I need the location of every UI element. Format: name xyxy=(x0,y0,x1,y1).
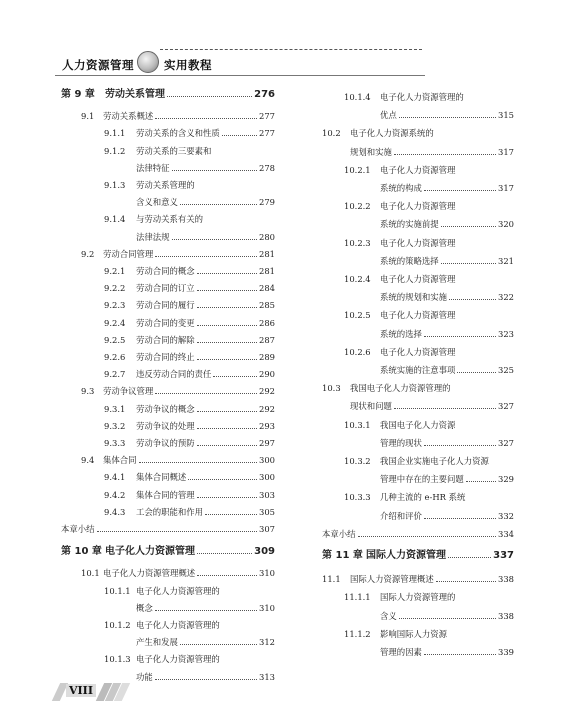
toc-entry-number: 9.3.2 xyxy=(104,420,126,431)
toc-subsection-entry xyxy=(344,238,514,249)
toc-entry-title: 工会的职能和作用 xyxy=(136,506,203,517)
toc-dot-leader xyxy=(197,428,257,429)
toc-section-entry xyxy=(322,147,514,158)
toc-dot-leader xyxy=(213,376,257,377)
toc-entry-title: 电子化人力资源管理 xyxy=(380,346,456,357)
toc-entry-title: 几种主流的 e-HR 系统 xyxy=(380,492,466,503)
toc-subsection-entry xyxy=(344,365,514,376)
toc-section-entry xyxy=(81,111,275,122)
toc-entry-page: 329 xyxy=(498,474,514,485)
toc-dot-leader xyxy=(197,575,257,576)
toc-entry-title: 管理的现状 xyxy=(380,437,422,448)
toc-entry-page: 277 xyxy=(259,111,275,122)
page-header xyxy=(0,0,573,90)
toc-entry-title: 影响国际人力资源 xyxy=(380,628,447,639)
toc-subsection-entry xyxy=(104,507,275,518)
toc-subsection-entry xyxy=(344,329,514,340)
toc-entry-page: 327 xyxy=(498,437,514,448)
toc-dot-leader xyxy=(436,581,496,582)
toc-subsection-entry xyxy=(104,318,275,329)
header-dashed-rule xyxy=(160,49,422,50)
toc-subsection-entry xyxy=(104,586,275,597)
toc-entry-number: 10.3.1 xyxy=(344,419,371,430)
toc-entry-title: 电子化人力资源管理 xyxy=(380,237,456,248)
toc-dot-leader xyxy=(424,654,496,655)
toc-entry-title: 系统的选择 xyxy=(380,328,422,339)
toc-entry-number: 9.1.4 xyxy=(104,214,126,225)
toc-entry-number: 9.2.4 xyxy=(104,317,126,328)
toc-dot-leader xyxy=(399,618,496,619)
toc-subsection-entry xyxy=(344,92,514,103)
toc-entry-title: 劳动合同的履行 xyxy=(136,300,195,311)
toc-entry-page: 309 xyxy=(254,546,275,558)
toc-entry-number: 10.2.3 xyxy=(344,237,371,248)
toc-entry-number: 9.2 xyxy=(81,248,95,259)
toc-subsection-entry xyxy=(104,369,275,380)
toc-subsection-entry xyxy=(344,611,514,622)
toc-entry-page: 305 xyxy=(259,506,275,517)
toc-entry-number: 9.3.1 xyxy=(104,403,126,414)
toc-entry-page: 303 xyxy=(259,489,275,500)
toc-entry-number: 9.3.3 xyxy=(104,438,126,448)
toc-chapter-entry xyxy=(61,89,275,100)
toc-entry-title: 劳动争议的处理 xyxy=(136,420,195,431)
toc-chapter-entry xyxy=(61,546,275,557)
toc-dot-leader xyxy=(172,239,258,240)
toc-subsection-entry xyxy=(104,438,275,449)
toc-entry-page: 310 xyxy=(259,568,275,579)
toc-entry-title: 劳动合同的终止 xyxy=(136,352,195,362)
toc-dot-leader xyxy=(394,408,496,409)
toc-subsection-entry xyxy=(104,197,275,208)
toc-entry-title: 优点 xyxy=(380,110,397,121)
toc-entry-page: 338 xyxy=(498,610,514,621)
toc-entry-page: 317 xyxy=(498,146,514,157)
toc-dot-leader xyxy=(197,273,257,274)
toc-dot-leader xyxy=(180,204,257,205)
toc-entry-number: 9.1.1 xyxy=(104,128,126,139)
toc-entry-page: 286 xyxy=(259,317,275,328)
toc-entry-page: 280 xyxy=(259,231,275,242)
toc-dot-leader xyxy=(180,644,257,645)
toc-subsection-entry xyxy=(344,420,514,431)
toc-entry-number: 第 9 章 xyxy=(61,89,95,100)
toc-entry-title: 国际人力资源管理 xyxy=(366,550,446,561)
toc-entry-title: 电子化人力资源管理 xyxy=(380,201,456,212)
toc-entry-title: 管理中存在的主要问题 xyxy=(380,474,464,485)
toc-dot-leader xyxy=(222,135,257,136)
toc-entry-number: 第 11 章 xyxy=(322,550,363,561)
toc-subsection-entry xyxy=(104,146,275,157)
toc-entry-title: 国际人力资源管理的 xyxy=(380,592,456,603)
toc-entry-title: 电子化人力资源管理概述 xyxy=(103,568,196,579)
toc-entry-page: 321 xyxy=(498,255,514,266)
toc-dot-leader xyxy=(424,336,496,337)
toc-entry-number: 10.2.6 xyxy=(344,346,371,357)
toc-entry-title: 含义和意义 xyxy=(136,197,178,208)
toc-subsection-entry xyxy=(104,637,275,648)
toc-subsection-entry xyxy=(104,300,275,311)
toc-dot-leader xyxy=(197,325,257,326)
toc-dot-leader xyxy=(197,497,257,498)
toc-subsection-entry xyxy=(104,128,275,139)
toc-entry-number: 10.2.2 xyxy=(344,201,371,212)
toc-entry-title: 本章小结 xyxy=(322,528,356,539)
toc-entry-number: 9.3 xyxy=(81,386,95,397)
toc-section-entry xyxy=(81,249,275,260)
toc-entry-page: 310 xyxy=(259,602,275,613)
toc-entry-number: 9.2.2 xyxy=(104,283,126,294)
toc-dot-leader xyxy=(449,299,496,300)
toc-dot-leader xyxy=(155,393,257,394)
toc-entry-number: 11.1 xyxy=(322,574,341,585)
toc-entry-page: 293 xyxy=(259,420,275,431)
toc-subsection-entry xyxy=(104,620,275,631)
toc-entry-title: 集体合同概述 xyxy=(136,472,187,483)
header-rule xyxy=(55,75,425,76)
toc-subsection-entry xyxy=(344,492,514,503)
toc-entry-number: 10.1.1 xyxy=(104,585,131,596)
toc-entry-title: 法律特征 xyxy=(136,162,170,173)
toc-subsection-entry xyxy=(344,347,514,358)
toc-subsection-entry xyxy=(104,672,275,683)
toc-section-entry xyxy=(81,386,275,397)
toc-entry-page: 338 xyxy=(498,574,514,585)
toc-dot-leader xyxy=(457,372,496,373)
toc-dot-leader xyxy=(424,190,496,191)
toc-entry-page: 332 xyxy=(498,510,514,521)
toc-entry-title: 劳动合同的变更 xyxy=(136,317,195,328)
toc-entry-title: 我国电子化人力资源管理的 xyxy=(350,383,451,394)
toc-entry-page: 297 xyxy=(259,438,275,448)
toc-subsection-entry xyxy=(104,603,275,614)
toc-entry-title: 电子化人力资源管理 xyxy=(380,164,456,175)
toc-entry-number: 10.2.1 xyxy=(344,164,371,175)
toc-dot-leader xyxy=(197,342,257,343)
toc-dot-leader xyxy=(441,263,496,264)
toc-entry-number: 9.1.2 xyxy=(104,145,126,156)
toc-entry-title: 现状和问题 xyxy=(350,401,392,412)
toc-entry-page: 278 xyxy=(259,162,275,173)
toc-entry-page: 277 xyxy=(259,128,275,139)
toc-dot-leader xyxy=(466,481,496,482)
toc-entry-number: 10.1.2 xyxy=(104,620,131,630)
toc-entry-title: 我国企业实施电子化人力资源 xyxy=(380,456,489,466)
toc-chapter-entry xyxy=(322,550,514,561)
toc-subsection-entry xyxy=(104,472,275,483)
toc-entry-title: 劳动合同的解除 xyxy=(136,334,195,345)
toc-entry-title: 劳动关系的三要素和 xyxy=(136,145,212,156)
toc-dot-leader xyxy=(197,359,257,360)
toc-subsection-entry xyxy=(344,592,514,603)
toc-subsection-entry xyxy=(344,201,514,212)
toc-entry-page: 307 xyxy=(259,524,275,534)
toc-entry-title: 违反劳动合同的责任 xyxy=(136,369,212,380)
toc-entry-page: 276 xyxy=(254,89,275,100)
toc-subsection-entry xyxy=(344,629,514,640)
toc-entry-number: 10.2 xyxy=(322,128,341,139)
toc-entry-title: 系统的规划和实施 xyxy=(380,292,447,303)
toc-entry-title: 产生和发展 xyxy=(136,637,178,648)
toc-entry-number: 10.1.4 xyxy=(344,92,371,102)
toc-subsection-entry xyxy=(104,180,275,191)
toc-entry-title: 电子化人力资源管理 xyxy=(105,546,195,558)
toc-entry-number: 11.1.2 xyxy=(344,628,371,639)
toc-entry-page: 287 xyxy=(259,334,275,345)
toc-entry-title: 国际人力资源管理概述 xyxy=(350,574,434,585)
toc-subsection-entry xyxy=(344,292,514,303)
toc-subsection-entry xyxy=(344,110,514,121)
toc-subsection-entry xyxy=(344,474,514,485)
toc-subsection-entry xyxy=(104,404,275,415)
toc-entry-page: 334 xyxy=(498,528,514,539)
toc-subsection-entry xyxy=(104,266,275,277)
toc-dot-leader xyxy=(399,117,496,118)
toc-entry-title: 系统的构成 xyxy=(380,183,422,193)
toc-entry-number: 9.4 xyxy=(81,455,95,466)
toc-entry-title: 劳动合同的概念 xyxy=(136,266,195,276)
toc-entry-number: 9.4.2 xyxy=(104,489,126,500)
toc-entry-number: 10.2.4 xyxy=(344,274,371,284)
toc-entry-title: 电子化人力资源管理的 xyxy=(136,620,220,630)
toc-entry-number: 10.3 xyxy=(322,383,341,394)
toc-entry-title: 与劳动关系有关的 xyxy=(136,214,203,225)
toc-entry-page: 325 xyxy=(498,365,514,375)
toc-entry-title: 电子化人力资源管理的 xyxy=(380,92,464,102)
toc-entry-page: 281 xyxy=(259,248,275,259)
toc-entry-number: 9.2.7 xyxy=(104,369,126,380)
toc-entry-number: 9.2.1 xyxy=(104,266,126,276)
toc-subsection-entry xyxy=(344,310,514,321)
toc-entry-number: 第 10 章 xyxy=(61,546,102,558)
toc-entry-page: 279 xyxy=(259,197,275,208)
toc-entry-title: 本章小结 xyxy=(61,524,95,534)
toc-subsection-entry xyxy=(344,219,514,230)
toc-dot-leader xyxy=(448,557,491,558)
toc-section-entry xyxy=(81,455,275,466)
toc-subsection-entry xyxy=(104,490,275,501)
toc-entry-title: 电子化人力资源管理 xyxy=(380,310,456,321)
toc-entry-page: 281 xyxy=(259,266,275,276)
toc-entry-page: 285 xyxy=(259,300,275,311)
toc-dot-leader xyxy=(188,479,257,480)
toc-entry-number: 10.3.3 xyxy=(344,492,371,503)
toc-entry-number: 10.1.3 xyxy=(104,654,131,665)
toc-dot-leader xyxy=(172,170,258,171)
toc-entry-title: 劳动关系的含义和性质 xyxy=(136,128,220,139)
toc-dot-leader xyxy=(197,445,257,446)
toc-subsection-entry xyxy=(344,256,514,267)
toc-entry-page: 290 xyxy=(259,369,275,380)
toc-subsection-entry xyxy=(344,511,514,522)
toc-dot-leader xyxy=(155,118,257,119)
toc-section-entry xyxy=(322,574,514,585)
toc-entry-number: 10.2.5 xyxy=(344,310,371,321)
toc-entry-page: 322 xyxy=(498,292,514,303)
toc-entry-title: 系统的实施前提 xyxy=(380,219,439,230)
toc-entry-title: 规划和实施 xyxy=(350,146,392,157)
toc-entry-title: 功能 xyxy=(136,671,153,682)
toc-section-entry xyxy=(322,128,514,139)
toc-section-entry xyxy=(322,383,514,394)
toc-subsection-entry xyxy=(344,274,514,285)
toc-subsection-entry xyxy=(104,232,275,243)
toc-entry-number: 9.2.5 xyxy=(104,334,126,345)
toc-entry-title: 集体合同 xyxy=(103,455,137,466)
toc-subsection-entry xyxy=(104,335,275,346)
toc-dot-leader xyxy=(394,154,496,155)
toc-subsection-entry xyxy=(344,183,514,194)
toc-entry-page: 300 xyxy=(259,472,275,483)
toc-entry-page: 320 xyxy=(498,219,514,230)
toc-summary-entry xyxy=(322,529,514,540)
toc-dot-leader xyxy=(197,290,257,291)
toc-subsection-entry xyxy=(104,654,275,665)
toc-entry-page: 317 xyxy=(498,183,514,193)
toc-entry-page: 300 xyxy=(259,455,275,466)
header-book-subtitle: 实用教程 xyxy=(164,58,212,72)
toc-entry-title: 劳动争议管理 xyxy=(103,386,154,397)
page-number-badge xyxy=(56,683,126,701)
toc-entry-number: 9.2.6 xyxy=(104,352,126,362)
toc-entry-title: 集体合同的管理 xyxy=(136,489,195,500)
toc-entry-page: 289 xyxy=(259,352,275,362)
toc-entry-title: 系统实施的注意事项 xyxy=(380,365,456,375)
toc-entry-title: 电子化人力资源管理的 xyxy=(136,585,220,596)
toc-entry-title: 含义 xyxy=(380,610,397,621)
toc-dot-leader xyxy=(424,518,496,519)
toc-dot-leader xyxy=(139,462,258,463)
toc-dot-leader xyxy=(155,610,257,611)
toc-entry-number: 9.4.3 xyxy=(104,506,126,517)
toc-entry-title: 系统的策略选择 xyxy=(380,255,439,266)
toc-subsection-entry xyxy=(344,456,514,467)
toc-entry-number: 9.2.3 xyxy=(104,300,126,311)
toc-entry-title: 劳动争议的预防 xyxy=(136,438,195,448)
toc-dot-leader xyxy=(97,531,258,532)
toc-subsection-entry xyxy=(104,283,275,294)
toc-entry-title: 劳动关系管理 xyxy=(105,89,165,100)
toc-dot-leader xyxy=(197,553,252,554)
toc-entry-title: 电子化人力资源管理 xyxy=(380,274,456,284)
toc-subsection-entry xyxy=(104,352,275,363)
toc-entry-title: 概念 xyxy=(136,602,153,613)
toc-dot-leader xyxy=(155,256,257,257)
toc-entry-page: 339 xyxy=(498,647,514,657)
toc-entry-page: 337 xyxy=(493,550,514,561)
header-book-title: 人力资源管理 xyxy=(62,58,134,72)
toc-subsection-entry xyxy=(104,214,275,225)
toc-entry-number: 11.1.1 xyxy=(344,592,371,603)
toc-entry-title: 劳动关系管理的 xyxy=(136,180,195,190)
toc-entry-page: 323 xyxy=(498,328,514,339)
toc-dot-leader xyxy=(197,307,257,308)
toc-entry-number: 10.3.2 xyxy=(344,456,371,466)
toc-subsection-entry xyxy=(344,165,514,176)
toc-entry-title: 法律法规 xyxy=(136,231,170,242)
toc-entry-title: 介绍和评价 xyxy=(380,510,422,521)
toc-entry-number: 9.1.3 xyxy=(104,180,126,190)
toc-subsection-entry xyxy=(104,163,275,174)
toc-summary-entry xyxy=(61,524,275,535)
toc-entry-number: 9.4.1 xyxy=(104,472,126,483)
toc-dot-leader xyxy=(358,536,497,537)
toc-entry-title: 我国电子化人力资源 xyxy=(380,419,456,430)
toc-entry-page: 292 xyxy=(259,403,275,414)
toc-dot-leader xyxy=(167,96,252,97)
toc-entry-title: 管理的因素 xyxy=(380,647,422,657)
toc-section-entry xyxy=(322,401,514,412)
toc-entry-page: 312 xyxy=(259,637,275,648)
toc-entry-page: 315 xyxy=(498,110,514,121)
page-number: VIII xyxy=(66,684,96,697)
toc-subsection-entry xyxy=(344,647,514,658)
toc-entry-title: 劳动关系概述 xyxy=(103,111,154,122)
toc-subsection-entry xyxy=(344,438,514,449)
header-circle-icon xyxy=(137,51,159,73)
toc-subsection-entry xyxy=(104,421,275,432)
toc-entry-title: 劳动合同的订立 xyxy=(136,283,195,294)
toc-dot-leader xyxy=(424,445,496,446)
toc-entry-page: 292 xyxy=(259,386,275,397)
toc-entry-page: 284 xyxy=(259,283,275,294)
toc-entry-number: 10.1 xyxy=(81,568,100,579)
toc-entry-page: 313 xyxy=(259,671,275,682)
toc-entry-title: 劳动合同管理 xyxy=(103,248,154,259)
toc-dot-leader xyxy=(197,411,257,412)
toc-entry-title: 电子化人力资源系统的 xyxy=(350,128,434,139)
toc-entry-title: 电子化人力资源管理的 xyxy=(136,654,220,665)
toc-section-entry xyxy=(81,568,275,579)
toc-dot-leader xyxy=(205,514,257,515)
toc-entry-number: 9.1 xyxy=(81,111,95,122)
toc-dot-leader xyxy=(155,679,257,680)
toc-entry-title: 劳动争议的概念 xyxy=(136,403,195,414)
toc-entry-page: 327 xyxy=(498,401,514,412)
toc-dot-leader xyxy=(441,226,496,227)
